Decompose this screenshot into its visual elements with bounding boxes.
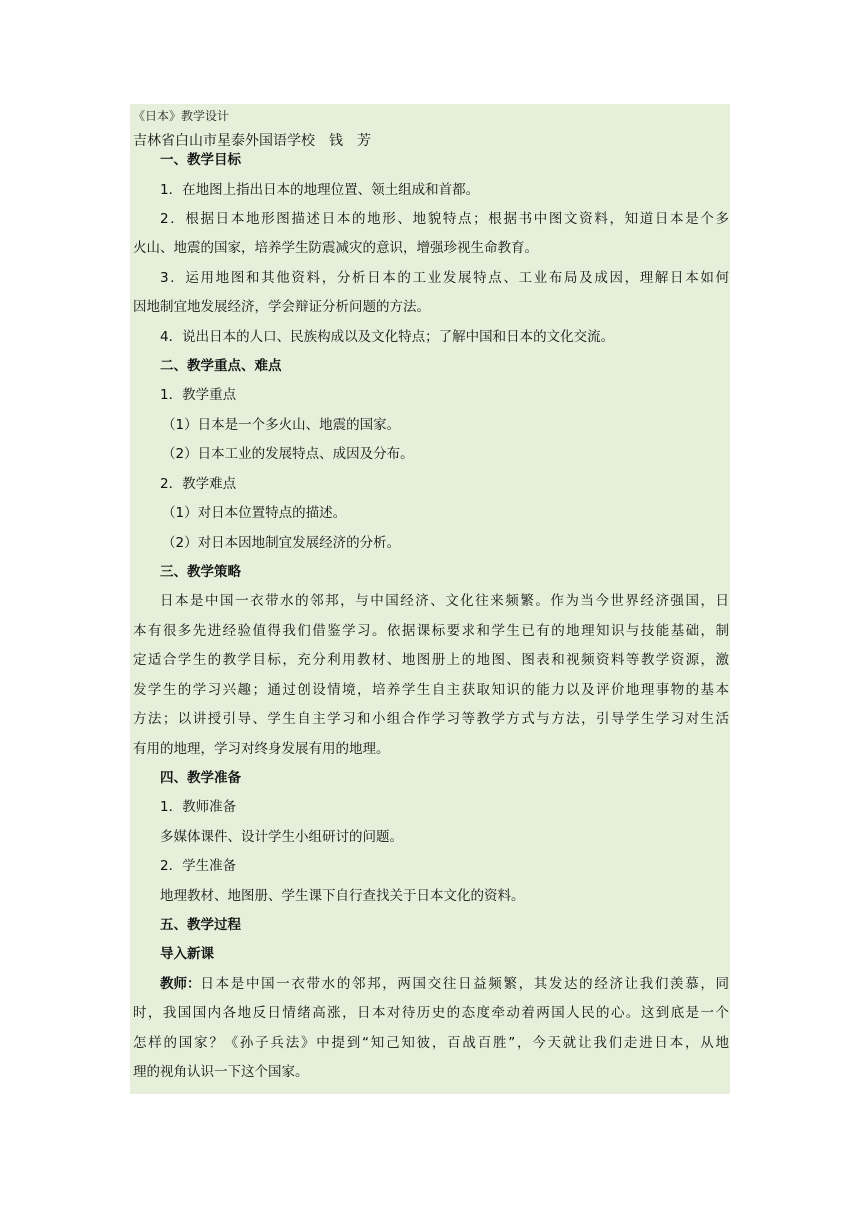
intro-line-1-text: 日本是中国一衣带水的邻邦，两国交往日益频繁，其发达的经济让我们羡慕，同	[200, 976, 729, 992]
document-author: 吉林省白山市星泰外国语学校 钱 芳	[133, 133, 371, 149]
teacher-prep-text: 多媒体课件、设计学生小组研讨的问题。	[160, 829, 403, 845]
intro-line-2: 时，我国国内各地反日情绪高涨，日本对待历史的态度牵动着两国人民的心。这到底是一个	[133, 1005, 729, 1021]
intro-line-3: 怎样的国家？《孙子兵法》中提到“知己知彼，百战百胜”，今天就让我们走进日本，从地	[133, 1035, 729, 1051]
student-prep-text: 地理教材、地图册、学生课下自行查找关于日本文化的资料。	[160, 888, 525, 904]
difficulty-2: （2）对日本因地制宜发展经济的分析。	[162, 535, 401, 551]
strategy-line-5: 方法；以讲授引导、学生自主学习和小组合作学习等教学方式与方法，引导学生学习对生活	[133, 711, 729, 727]
document-title: 《日本》教学设计	[133, 109, 230, 123]
key-point-2: （2）日本工业的发展特点、成因及分布。	[162, 446, 414, 462]
section-heading-key-points: 二、教学重点、难点	[160, 358, 282, 374]
strategy-line-4: 发学生的学习兴趣；通过创设情境，培养学生自主获取知识的能力以及评价地理事物的基本	[133, 682, 729, 698]
section-heading-objectives: 一、教学目标	[160, 152, 241, 168]
objective-2-line-2: 火山、地震的国家，培养学生防震减灾的意识，增强珍视生命教育。	[133, 240, 538, 256]
key-point-1: （1）日本是一个多火山、地震的国家。	[162, 417, 401, 433]
section-heading-process: 五、教学过程	[160, 917, 241, 933]
objective-3-line-1: 3．运用地图和其他资料，分析日本的工业发展特点、工业布局及成因，理解日本如何	[160, 270, 729, 286]
intro-line-1	[160, 975, 729, 993]
strategy-line-3: 定适合学生的教学目标，充分利用教材、地图册上的地图、图表和视频资料等教学资源，激	[133, 652, 729, 668]
strategy-line-2: 本有很多先进经验值得我们借鉴学习。依据课标要求和学生已有的地理知识与技能基础，制	[133, 623, 729, 639]
objective-2-line-1: 2．根据日本地形图描述日本的地形、地貌特点；根据书中图文资料，知道日本是个多	[160, 211, 729, 227]
objective-1: 1．在地图上指出日本的地理位置、领土组成和首都。	[160, 182, 480, 198]
difficulties-subheading: 2．教学难点	[160, 476, 237, 492]
strategy-line-6: 有用的地理，学习对终身发展有用的地理。	[133, 741, 390, 757]
strategy-line-1: 日本是中国一衣带水的邻邦，与中国经济、文化往来频繁。作为当今世界经济强国，日	[160, 593, 729, 609]
intro-line-4: 理的视角认识一下这个国家。	[133, 1064, 309, 1080]
section-heading-preparation: 四、教学准备	[160, 770, 241, 786]
difficulty-1: （1）对日本位置特点的描述。	[162, 505, 347, 521]
objective-4: 4．说出日本的人口、民族构成以及文化特点；了解中国和日本的文化交流。	[160, 329, 615, 345]
student-prep-subheading: 2．学生准备	[160, 858, 237, 874]
teacher-label: 教师：	[160, 976, 201, 992]
key-points-subheading: 1．教学重点	[160, 387, 237, 403]
objective-3-line-2: 因地制宜地发展经济，学会辩证分析问题的方法。	[133, 299, 430, 315]
teacher-prep-subheading: 1．教师准备	[160, 799, 237, 815]
intro-subheading: 导入新课	[160, 946, 214, 962]
section-heading-strategy: 三、教学策略	[160, 564, 241, 580]
